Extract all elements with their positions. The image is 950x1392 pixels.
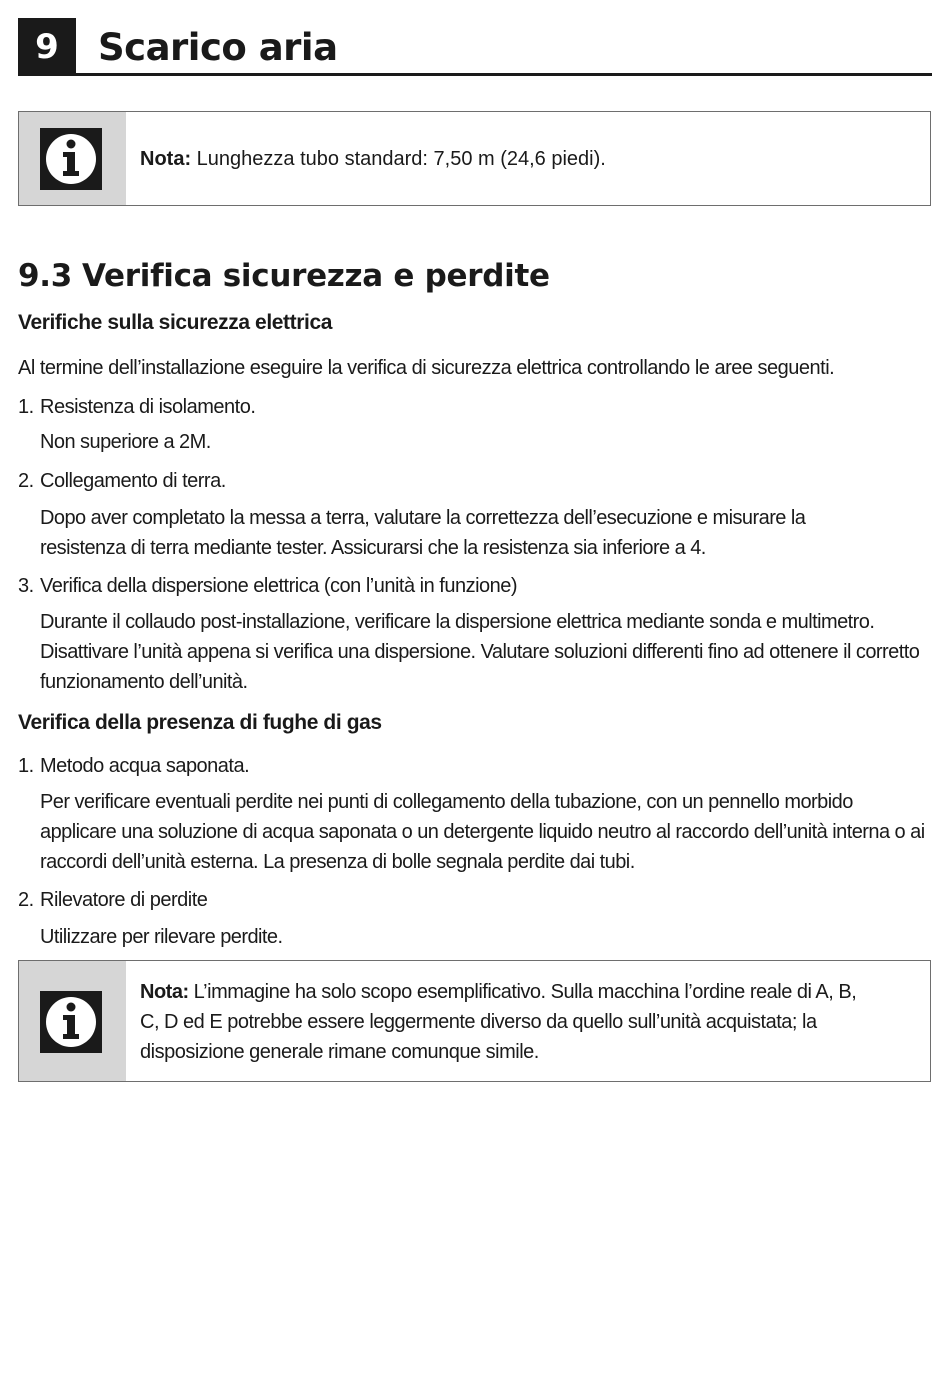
chapter-header <box>18 18 932 76</box>
subheading-electrical: Verifiche sulla sicurezza elettrica <box>18 311 333 334</box>
chapter-number: 9 <box>18 18 76 73</box>
note-label: Nota: <box>140 148 192 170</box>
note-text-2 <box>140 977 870 1067</box>
list-item-number: 2. <box>18 470 34 492</box>
note-icon-panel <box>19 961 126 1081</box>
list-item-title: Collegamento di terra. <box>40 470 226 492</box>
info-icon <box>40 128 102 190</box>
note-content: Lunghezza tubo standard: 7,50 m (24,6 piedi). <box>191 148 606 170</box>
list-item-title: Verifica della dispersione elettrica (con l’unità in funzione) <box>40 575 518 597</box>
section-number: 9.3 <box>18 258 73 294</box>
section-title <box>18 258 550 294</box>
list-item-number: 1. <box>18 396 34 418</box>
list-item-number: 3. <box>18 575 34 597</box>
note-label: Nota: <box>140 981 189 1003</box>
list-item-body: Dopo aver completato la messa a terra, valutare la correttezza dell’esecuzione e misurare la resistenza di terra mediante tester. Assicurarsi che la resistenza sia inferiore a 4. <box>40 507 806 559</box>
list-item-number: 2. <box>18 889 34 911</box>
info-icon <box>40 991 102 1053</box>
note-content: L’immagine ha solo scopo esemplificativo. Sulla macchina l’ordine reale di A, B, C, D ed E potrebbe essere leggermente diverso da quello sull’unità acquistata; la disposizione generale rimane comunque simile. <box>140 981 857 1063</box>
list-item-title: Metodo acqua saponata. <box>40 755 250 777</box>
chapter-title: Scarico aria <box>98 26 338 69</box>
list-item-body: Durante il collaudo post-installazione, verificare la dispersione elettrica mediante sonda e multimetro. Disattivare l’unità appena si verifica una dispersione. Valutare soluzioni differenti fino ad ottenere il corretto funzionamento dell’unità. <box>40 611 920 693</box>
list-item-number: 1. <box>18 755 34 777</box>
note-box-1 <box>18 111 931 206</box>
electrical-intro: Al termine dell’installazione eseguire la verifica di sicurezza elettrica controllando le aree seguenti. <box>18 357 835 379</box>
list-item-body: Non superiore a 2M. <box>40 431 211 453</box>
note-icon-panel <box>19 112 126 205</box>
list-item-body: Per verificare eventuali perdite nei punti di collegamento della tubazione, con un pennello morbido applicare una soluzione di acqua saponata o un detergente liquido neutro al raccordo dell’unità interna o ai raccordi dell’unità esterna. La presenza di bolle segnala perdite dai tubi. <box>40 791 925 873</box>
list-item-title: Resistenza di isolamento. <box>40 396 256 418</box>
list-item-title: Rilevatore di perdite <box>40 889 208 911</box>
section-title-text: Verifica sicurezza e perdite <box>82 258 550 294</box>
subheading-gas: Verifica della presenza di fughe di gas <box>18 711 382 734</box>
note-text-1 <box>140 144 890 174</box>
list-item-body: Utilizzare per rilevare perdite. <box>40 926 283 948</box>
note-box-2 <box>18 960 931 1082</box>
